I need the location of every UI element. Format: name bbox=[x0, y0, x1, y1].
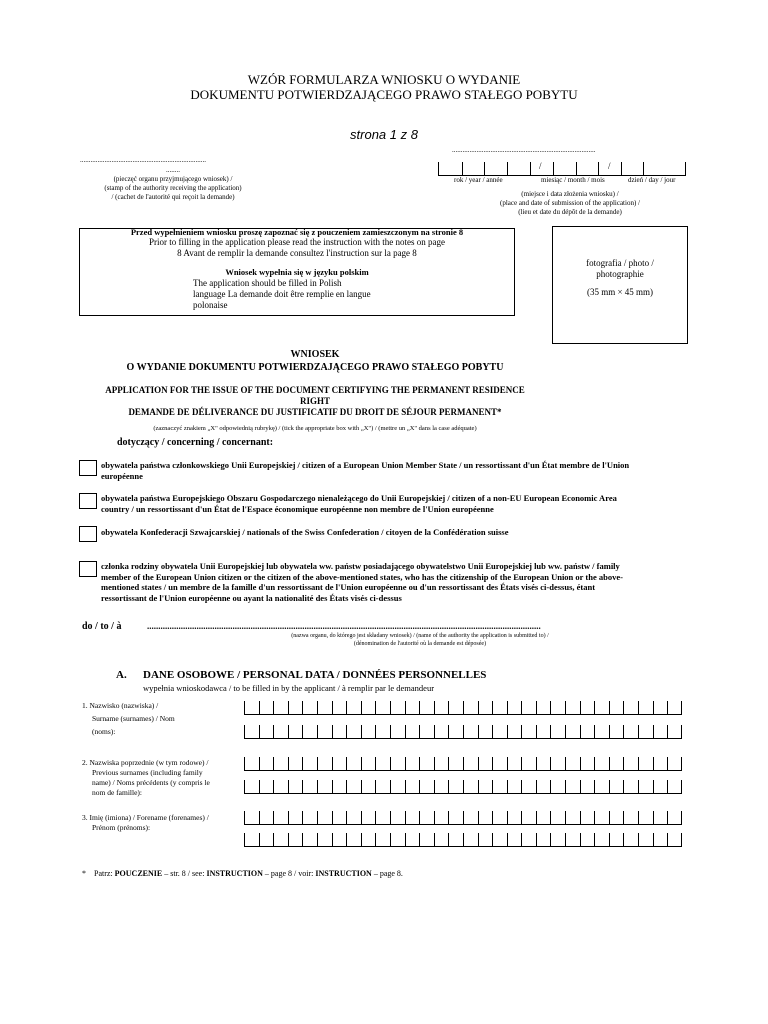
character-box[interactable] bbox=[375, 757, 390, 771]
character-box[interactable] bbox=[434, 780, 449, 794]
previous-surnames-label-2: Previous surnames (including family bbox=[92, 768, 203, 777]
character-box[interactable] bbox=[244, 757, 259, 771]
character-box[interactable] bbox=[521, 833, 536, 847]
character-box[interactable] bbox=[536, 780, 551, 794]
character-box[interactable] bbox=[346, 725, 361, 739]
stamp-dots-short: ........ bbox=[166, 166, 180, 174]
notice-fr: 8 Avant de remplir la demande consultez l'instruction sur la page 8 bbox=[177, 248, 417, 258]
character-box[interactable] bbox=[507, 701, 522, 715]
character-box[interactable] bbox=[332, 725, 347, 739]
character-box[interactable] bbox=[594, 757, 609, 771]
stamp-dots: ........................................................................ bbox=[80, 156, 206, 164]
character-box[interactable] bbox=[346, 811, 361, 825]
forename-grid-row2[interactable] bbox=[244, 833, 682, 847]
application-en-1: APPLICATION FOR THE ISSUE OF THE DOCUMENT CERTIFYING THE PERMANENT RESIDENCE bbox=[105, 385, 525, 395]
option-eea-citizen-line1: obywatela państwa Europejskiego Obszaru Gospodarczego nienależącego do Unii Europejskiej / citizen of a non-EU European Economic Area bbox=[101, 493, 617, 503]
character-box[interactable] bbox=[623, 833, 638, 847]
character-box[interactable] bbox=[463, 811, 478, 825]
character-box[interactable] bbox=[361, 833, 376, 847]
character-box[interactable] bbox=[463, 780, 478, 794]
character-box[interactable] bbox=[492, 833, 507, 847]
option-eu-citizen-line2: européenne bbox=[101, 470, 143, 481]
place-caption-1: (miejsce i data złożenia wniosku) / bbox=[521, 190, 619, 198]
character-box[interactable] bbox=[463, 725, 478, 739]
character-box[interactable] bbox=[536, 701, 551, 715]
character-box[interactable] bbox=[346, 757, 361, 771]
option-swiss-citizen-label bbox=[101, 527, 691, 538]
character-box[interactable] bbox=[448, 725, 463, 739]
surname-label-1: 1. Nazwisko (nazwiska) / bbox=[82, 701, 159, 710]
character-box[interactable] bbox=[332, 811, 347, 825]
option-family-member-line1: członka rodziny obywatela Unii Europejskiej lub obywatela ww. państw posiadającego obywatelstwo Unii Europejskiej lub ww. państw / family bbox=[101, 561, 620, 571]
photo-label-2: photographie bbox=[596, 269, 644, 279]
character-box[interactable] bbox=[492, 701, 507, 715]
character-box[interactable] bbox=[434, 725, 449, 739]
character-box[interactable] bbox=[667, 725, 682, 739]
character-box[interactable] bbox=[346, 701, 361, 715]
character-box[interactable] bbox=[638, 725, 653, 739]
option-swiss-citizen-line1: obywatela Konfederacji Szwajcarskiej / nationals of the Swiss Confederation / citoyen de la Confédération suisse bbox=[101, 527, 509, 537]
character-box[interactable] bbox=[478, 780, 493, 794]
concerning-label: dotyczący / concerning / concernant: bbox=[117, 437, 274, 448]
notice-en: Prior to filling in the application please read the instruction with the notes on page bbox=[149, 237, 445, 247]
character-box[interactable] bbox=[317, 725, 332, 739]
character-box[interactable] bbox=[580, 811, 595, 825]
character-box[interactable] bbox=[623, 701, 638, 715]
surname-grid-row1[interactable] bbox=[244, 701, 682, 715]
tick-note: (zaznaczyć znakiem „X" odpowiednią rubrykę) / (tick the appropriate box with „X") / (mettre un „X" dans la case adéquate) bbox=[153, 425, 477, 432]
character-box[interactable] bbox=[361, 780, 376, 794]
character-box[interactable] bbox=[565, 833, 580, 847]
character-box[interactable] bbox=[580, 725, 595, 739]
character-box[interactable] bbox=[507, 725, 522, 739]
section-a-subtitle: wypełnia wnioskodawca / to be filled in by the applicant / à remplir par le demandeur bbox=[143, 683, 435, 693]
character-box[interactable] bbox=[667, 757, 682, 771]
character-box[interactable] bbox=[565, 780, 580, 794]
year-label: rok / year / année bbox=[454, 176, 503, 184]
option-eu-citizen-line1: obywatela państwa członkowskiego Unii Europejskiej / citizen of a European Union Member State / un ressortissant d'un État membre de l'Union bbox=[101, 460, 630, 470]
character-box[interactable] bbox=[244, 811, 259, 825]
character-box[interactable] bbox=[492, 780, 507, 794]
date-sep-2: / bbox=[608, 161, 611, 171]
character-box[interactable] bbox=[259, 757, 274, 771]
surname-label bbox=[82, 701, 242, 737]
photo-box[interactable] bbox=[552, 226, 688, 344]
application-heading-2: O WYDANIE DOKUMENTU POTWIERDZAJĄCEGO PRAWO STAŁEGO POBYTU bbox=[126, 362, 504, 373]
character-box[interactable] bbox=[667, 701, 682, 715]
notice-lang-fr: language La demande doit être remplie en langue bbox=[193, 289, 371, 299]
character-box[interactable] bbox=[521, 780, 536, 794]
character-box[interactable] bbox=[405, 780, 420, 794]
character-box[interactable] bbox=[638, 701, 653, 715]
character-box[interactable] bbox=[317, 833, 332, 847]
addressee-label: do / to / à bbox=[82, 621, 122, 632]
character-box[interactable] bbox=[638, 811, 653, 825]
stamp-caption-1: (pieczęć organu przyjmującego wniosek) / bbox=[113, 175, 233, 183]
notice-lang-fr2: polonaise bbox=[193, 300, 228, 310]
character-box[interactable] bbox=[317, 780, 332, 794]
character-box[interactable] bbox=[434, 811, 449, 825]
character-box[interactable] bbox=[565, 701, 580, 715]
footnote-p3: – page 8 / voir: bbox=[264, 869, 314, 878]
application-heading-1: WNIOSEK bbox=[290, 349, 340, 360]
photo-label-1: fotografia / photo / bbox=[586, 258, 654, 268]
character-box[interactable] bbox=[273, 725, 288, 739]
character-box[interactable] bbox=[259, 833, 274, 847]
character-box[interactable] bbox=[594, 701, 609, 715]
notice-lang-en: The application should be filled in Polish bbox=[193, 278, 342, 288]
character-box[interactable] bbox=[317, 811, 332, 825]
character-box[interactable] bbox=[507, 780, 522, 794]
character-box[interactable] bbox=[244, 780, 259, 794]
section-a-letter: A. bbox=[116, 669, 127, 681]
footnote-b2: INSTRUCTION bbox=[206, 869, 263, 878]
character-box[interactable] bbox=[288, 701, 303, 715]
forename-grid-row1[interactable] bbox=[244, 811, 682, 825]
previous-surnames-grid-row1[interactable] bbox=[244, 757, 682, 771]
character-box[interactable] bbox=[550, 725, 565, 739]
option-eea-citizen-line2: country / un ressortissant d'un État de l'Espace économique européenne non membre de l'Union européenne bbox=[101, 503, 494, 514]
character-box[interactable] bbox=[463, 833, 478, 847]
character-box[interactable] bbox=[463, 701, 478, 715]
character-box[interactable] bbox=[478, 757, 493, 771]
character-box[interactable] bbox=[492, 811, 507, 825]
form-title-line1: WZÓR FORMULARZA WNIOSKU O WYDANIE bbox=[247, 72, 521, 87]
character-box[interactable] bbox=[536, 811, 551, 825]
character-box[interactable] bbox=[317, 701, 332, 715]
character-box[interactable] bbox=[550, 811, 565, 825]
character-box[interactable] bbox=[594, 780, 609, 794]
character-box[interactable] bbox=[375, 833, 390, 847]
character-box[interactable] bbox=[653, 833, 668, 847]
character-box[interactable] bbox=[463, 757, 478, 771]
stamp-caption-3: / (cachet de l'autorité qui reçoit la demande) bbox=[111, 193, 235, 201]
character-box[interactable] bbox=[288, 725, 303, 739]
footnote-p2: – str. 8 / see: bbox=[164, 869, 205, 878]
character-box[interactable] bbox=[288, 833, 303, 847]
footnote-star: * bbox=[82, 869, 86, 878]
character-box[interactable] bbox=[550, 833, 565, 847]
page-indicator: strona 1 z 8 bbox=[350, 127, 418, 142]
character-box[interactable] bbox=[361, 811, 376, 825]
forename-label bbox=[82, 813, 242, 833]
addressee-input[interactable]: ............................................................................................................................................................................... bbox=[147, 621, 541, 631]
character-box[interactable] bbox=[259, 725, 274, 739]
addressee-caption-2: (dénomination de l'autorité où la demande est déposée) bbox=[353, 641, 487, 647]
character-box[interactable] bbox=[302, 725, 317, 739]
character-box[interactable] bbox=[405, 833, 420, 847]
character-box[interactable] bbox=[580, 701, 595, 715]
character-box[interactable] bbox=[332, 833, 347, 847]
character-box[interactable] bbox=[434, 701, 449, 715]
character-box[interactable] bbox=[273, 757, 288, 771]
notice-box bbox=[79, 228, 515, 316]
option-eu-citizen-label bbox=[101, 460, 691, 481]
date-sep-1: / bbox=[539, 161, 542, 171]
character-box[interactable] bbox=[405, 757, 420, 771]
character-box[interactable] bbox=[623, 757, 638, 771]
previous-surnames-label bbox=[82, 758, 240, 798]
character-box[interactable] bbox=[419, 833, 434, 847]
character-box[interactable] bbox=[521, 811, 536, 825]
option-family-member-line2: member of the European Union citizen or the citizen of the above-mentioned states, who has the citizenship of the European Union or the above- bbox=[101, 571, 623, 582]
character-box[interactable] bbox=[653, 725, 668, 739]
forename-label-1: 3. Imię (imiona) / Forename (forenames) / bbox=[82, 813, 209, 822]
footnote bbox=[82, 869, 403, 878]
character-box[interactable] bbox=[653, 701, 668, 715]
character-box[interactable] bbox=[478, 833, 493, 847]
character-box[interactable] bbox=[259, 811, 274, 825]
character-box[interactable] bbox=[332, 757, 347, 771]
application-fr: DEMANDE DE DÉLIVERANCE DU JUSTIFICATIF DU DROIT DE SÉJOUR PERMANENT* bbox=[128, 407, 502, 417]
option-eu-citizen-checkbox[interactable] bbox=[79, 460, 97, 476]
character-box[interactable] bbox=[375, 780, 390, 794]
character-box[interactable] bbox=[550, 701, 565, 715]
application-en-2: RIGHT bbox=[299, 396, 330, 406]
character-box[interactable] bbox=[580, 833, 595, 847]
character-box[interactable] bbox=[419, 811, 434, 825]
character-box[interactable] bbox=[521, 701, 536, 715]
character-box[interactable] bbox=[492, 725, 507, 739]
character-box[interactable] bbox=[653, 811, 668, 825]
character-box[interactable] bbox=[346, 780, 361, 794]
character-box[interactable] bbox=[273, 780, 288, 794]
forename-label-2: Prénom (prénoms): bbox=[92, 823, 151, 832]
character-box[interactable] bbox=[346, 833, 361, 847]
day-label: dzień / day / jour bbox=[628, 176, 676, 184]
option-swiss-citizen-checkbox[interactable] bbox=[79, 526, 97, 542]
character-box[interactable] bbox=[405, 725, 420, 739]
character-box[interactable] bbox=[448, 757, 463, 771]
character-box[interactable] bbox=[288, 757, 303, 771]
character-box[interactable] bbox=[405, 811, 420, 825]
character-box[interactable] bbox=[550, 757, 565, 771]
character-box[interactable] bbox=[244, 725, 259, 739]
character-box[interactable] bbox=[434, 833, 449, 847]
character-box[interactable] bbox=[609, 701, 624, 715]
character-box[interactable] bbox=[521, 757, 536, 771]
character-box[interactable] bbox=[419, 757, 434, 771]
character-box[interactable] bbox=[638, 833, 653, 847]
character-box[interactable] bbox=[302, 811, 317, 825]
character-box[interactable] bbox=[405, 701, 420, 715]
month-label: miesiąc / month / mois bbox=[541, 176, 605, 184]
surname-label-2: Surname (surnames) / Nom bbox=[92, 714, 175, 723]
character-box[interactable] bbox=[653, 757, 668, 771]
character-box[interactable] bbox=[478, 811, 493, 825]
character-box[interactable] bbox=[653, 780, 668, 794]
character-box[interactable] bbox=[259, 701, 274, 715]
character-box[interactable] bbox=[565, 757, 580, 771]
character-box[interactable] bbox=[609, 833, 624, 847]
character-box[interactable] bbox=[390, 757, 405, 771]
character-box[interactable] bbox=[361, 701, 376, 715]
character-box[interactable] bbox=[390, 701, 405, 715]
date-field[interactable] bbox=[438, 162, 686, 176]
character-box[interactable] bbox=[273, 811, 288, 825]
footnote-p4: – page 8. bbox=[373, 869, 403, 878]
character-box[interactable] bbox=[302, 701, 317, 715]
character-box[interactable] bbox=[609, 757, 624, 771]
character-box[interactable] bbox=[288, 811, 303, 825]
character-box[interactable] bbox=[609, 780, 624, 794]
character-box[interactable] bbox=[302, 780, 317, 794]
previous-surnames-label-4: nom de famille): bbox=[92, 788, 142, 797]
character-box[interactable] bbox=[623, 725, 638, 739]
character-box[interactable] bbox=[507, 757, 522, 771]
notice-lang-bold: Wniosek wypełnia się w języku polskim bbox=[225, 267, 369, 277]
character-box[interactable] bbox=[667, 780, 682, 794]
character-box[interactable] bbox=[332, 780, 347, 794]
character-box[interactable] bbox=[361, 757, 376, 771]
section-a-title: DANE OSOBOWE / PERSONAL DATA / DONNÉES PERSONNELLES bbox=[143, 669, 487, 681]
character-box[interactable] bbox=[419, 780, 434, 794]
character-box[interactable] bbox=[302, 757, 317, 771]
character-box[interactable] bbox=[580, 780, 595, 794]
character-box[interactable] bbox=[419, 725, 434, 739]
character-box[interactable] bbox=[580, 757, 595, 771]
character-box[interactable] bbox=[361, 725, 376, 739]
character-box[interactable] bbox=[609, 725, 624, 739]
character-box[interactable] bbox=[609, 811, 624, 825]
character-box[interactable] bbox=[259, 780, 274, 794]
character-box[interactable] bbox=[623, 780, 638, 794]
character-box[interactable] bbox=[521, 725, 536, 739]
place-caption-3: (lieu et date du dépôt de la demande) bbox=[518, 208, 622, 216]
character-box[interactable] bbox=[594, 811, 609, 825]
character-box[interactable] bbox=[375, 725, 390, 739]
character-box[interactable] bbox=[419, 701, 434, 715]
character-box[interactable] bbox=[565, 811, 580, 825]
character-box[interactable] bbox=[667, 833, 682, 847]
character-box[interactable] bbox=[448, 701, 463, 715]
character-box[interactable] bbox=[317, 757, 332, 771]
footnote-p1: Patrz: bbox=[94, 869, 113, 878]
character-box[interactable] bbox=[478, 725, 493, 739]
footnote-b3: INSTRUCTION bbox=[315, 869, 372, 878]
surname-grid-row2[interactable] bbox=[244, 725, 682, 739]
stamp-caption-2: (stamp of the authority receiving the application) bbox=[104, 184, 242, 192]
character-box[interactable] bbox=[638, 757, 653, 771]
character-box[interactable] bbox=[448, 811, 463, 825]
character-box[interactable] bbox=[244, 833, 259, 847]
character-box[interactable] bbox=[302, 833, 317, 847]
character-box[interactable] bbox=[448, 780, 463, 794]
character-box[interactable] bbox=[565, 725, 580, 739]
character-box[interactable] bbox=[273, 833, 288, 847]
character-box[interactable] bbox=[623, 811, 638, 825]
character-box[interactable] bbox=[273, 701, 288, 715]
character-box[interactable] bbox=[390, 725, 405, 739]
character-box[interactable] bbox=[594, 725, 609, 739]
place-dots: .................................................................................. bbox=[452, 146, 596, 154]
character-box[interactable] bbox=[536, 725, 551, 739]
character-box[interactable] bbox=[434, 757, 449, 771]
character-box[interactable] bbox=[536, 833, 551, 847]
place-caption-2: (place and date of submission of the application) / bbox=[500, 199, 640, 207]
character-box[interactable] bbox=[244, 701, 259, 715]
option-family-member-line3: mentioned states / un membre de la famille d'un ressortissant de l'Union européenne ou d'un ressortissant des États visés ci-dessus, étant bbox=[101, 582, 596, 592]
character-box[interactable] bbox=[390, 780, 405, 794]
option-family-member-checkbox[interactable] bbox=[79, 561, 97, 577]
character-box[interactable] bbox=[390, 811, 405, 825]
surname-label-3: (noms): bbox=[92, 727, 116, 736]
photo-size: (35 mm × 45 mm) bbox=[586, 287, 654, 297]
character-box[interactable] bbox=[507, 833, 522, 847]
option-family-member-label bbox=[101, 561, 685, 603]
character-box[interactable] bbox=[375, 701, 390, 715]
character-box[interactable] bbox=[448, 833, 463, 847]
character-box[interactable] bbox=[375, 811, 390, 825]
character-box[interactable] bbox=[638, 780, 653, 794]
character-box[interactable] bbox=[507, 811, 522, 825]
addressee-caption-1: (nazwa organu, do którego jest składany wniosek) / (name of the authority the application is submitted to) / bbox=[291, 633, 549, 639]
character-box[interactable] bbox=[288, 780, 303, 794]
previous-surnames-grid-row2[interactable] bbox=[244, 780, 682, 794]
option-eea-citizen-label bbox=[101, 493, 691, 514]
notice-bold-pl: Przed wypełnieniem wniosku proszę zapoznać się z pouczeniem zamieszczonym na stronie 8 bbox=[130, 227, 464, 237]
option-family-member-line4: ressortissant de l'Union européenne ou ayant la nationalité des États visés ci-dessus bbox=[101, 592, 402, 603]
form-title-line2: DOKUMENTU POTWIERDZAJĄCEGO PRAWO STAŁEGO POBYTU bbox=[190, 87, 578, 102]
character-box[interactable] bbox=[667, 811, 682, 825]
character-box[interactable] bbox=[332, 701, 347, 715]
character-box[interactable] bbox=[390, 833, 405, 847]
character-box[interactable] bbox=[478, 701, 493, 715]
option-eea-citizen-checkbox[interactable] bbox=[79, 493, 97, 509]
character-box[interactable] bbox=[550, 780, 565, 794]
footnote-b1: POUCZENIE bbox=[114, 869, 163, 878]
previous-surnames-label-1: 2. Nazwiska poprzednie (w tym rodowe) / bbox=[82, 758, 209, 767]
character-box[interactable] bbox=[492, 757, 507, 771]
previous-surnames-label-3: name) / Noms précédents (y compris le bbox=[92, 778, 210, 787]
character-box[interactable] bbox=[536, 757, 551, 771]
character-box[interactable] bbox=[594, 833, 609, 847]
